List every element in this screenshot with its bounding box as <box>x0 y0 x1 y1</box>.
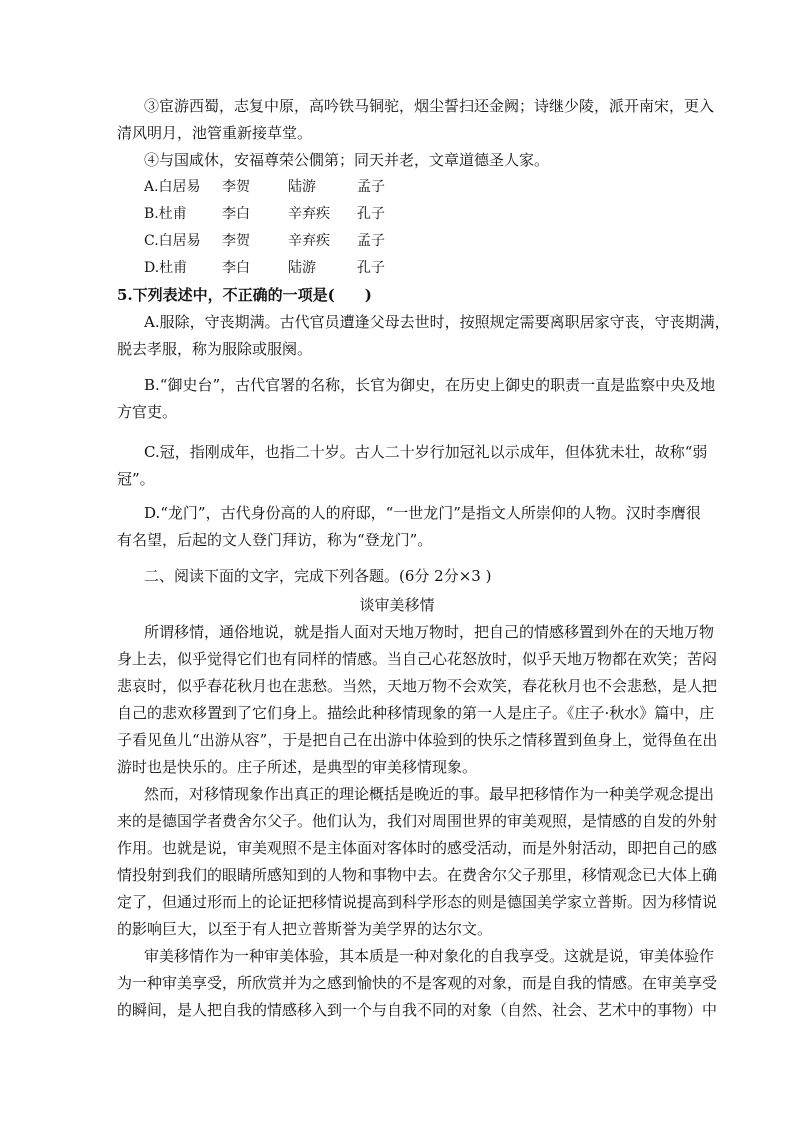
option-label: D.杜甫 <box>144 260 188 276</box>
paragraph-2-line: 作用。也就是说，审美观照不是主体面对客体时的感受活动，而是外射活动，即把自己的感 <box>117 839 718 857</box>
paragraph-1-line: 自己的悲欢移置到了它们身上。描绘此种移情现象的第一人是庄子。《庄子·秋水》篇中，庄 <box>117 704 715 722</box>
q5-option-a-line2: 脱去孝服，称为服除或服阕。 <box>117 340 313 358</box>
option-author: 孟子 <box>357 179 385 195</box>
option-author: 李贺 <box>222 233 250 249</box>
paragraph-2-line: 的影响巨大，以至于有人把立普斯誉为美学界的达尔文。 <box>117 920 493 938</box>
q5-option-c-line2: 冠”。 <box>117 470 155 488</box>
option-author: 孟子 <box>357 233 385 249</box>
paragraph-1-line: 所谓移情，通俗地说，就是指人面对天地万物时，把自己的情感移置到外在的天地万物 <box>144 623 715 641</box>
q5-option-b-line2: 方官吏。 <box>117 403 178 421</box>
paragraph-2-line: 情投射到我们的眼睛所感知到的人物和事物中去。在费舍尔父子那里，移情观念已大体上确 <box>117 866 718 884</box>
option-author: 李白 <box>222 260 250 276</box>
paragraph-2-line: 然而，对移情现象作出真正的理论概括是晚近的事。最早把移情作为一种美学观念提出 <box>144 785 715 803</box>
option-author: 陆游 <box>288 179 316 195</box>
paragraph-1-line: 子看见鱼儿“出游从容”，于是把自己在出游中体验到的快乐之情移置到鱼身上，觉得鱼在出 <box>117 731 718 749</box>
q5-option-b-line1: B.“御史台”，古代官署的名称，长官为御史，在历史上御史的职责一直是监察中央及地 <box>144 376 716 394</box>
paragraph-3-line: 审美移情作为一种审美体验，其本质是一种对象化的自我享受。这就是说，审美体验作 <box>144 947 715 965</box>
option-author: 李白 <box>222 206 250 222</box>
option-author: 孔子 <box>357 206 385 222</box>
paragraph-1-line: 悲哀时，似乎春花秋月也在悲愁。当然，天地万物不会欢笑，春花秋月也不会悲愁，是人把 <box>117 677 718 695</box>
option-label: A.白居易 <box>144 179 201 195</box>
option-label: C.白居易 <box>144 233 201 249</box>
option-label: B.杜甫 <box>144 206 187 222</box>
paragraph-3-line: 为一种审美享受，所欣赏并为之感到愉快的不是客观的对象，而是自我的情感。在审美享受 <box>117 974 718 992</box>
section-heading: 二、阅读下面的文字，完成下列各题。(6分 2分×3 ) <box>144 567 492 585</box>
article-title: 谈审美移情 <box>359 596 435 614</box>
option-author: 李贺 <box>222 179 250 195</box>
q5-option-a-line1: A.服除，守丧期满。古代官员遭逢父母去世时，按照规定需要离职居家守丧，守丧期满， <box>144 313 730 331</box>
q4-item-3-line2: 清风明月，池管重新接草堂。 <box>117 124 313 142</box>
paragraph-2-line: 来的是德国学者费舍尔父子。他们认为，我们对周围世界的审美观照，是情感的自发的外射 <box>117 812 718 830</box>
q5-option-d-line2: 有名望，后起的文人登门拜访，称为“登龙门”。 <box>117 531 433 549</box>
option-author: 辛弃疾 <box>288 233 330 249</box>
q5-option-c-line1: C.冠，指刚成年，也指二十岁。古人二十岁行加冠礼以示成年，但体犹未壮，故称“弱 <box>144 443 708 461</box>
q5-option-d-line1: D.“龙门”，古代身份高的人的府邸，“一世龙门”是指文人所崇仰的人物。汉时李膺很 <box>144 504 701 522</box>
q4-item-4: ④与国咸休，安福尊荣公僩第；同天并老，文章道德圣人家。 <box>144 151 550 169</box>
paragraph-1-line: 游时也是快乐的。庄子所述，是典型的审美移情现象。 <box>117 758 478 776</box>
option-author: 辛弃疾 <box>288 206 330 222</box>
paragraph-2-line: 定了，但通过形而上的论证把移情说提高到科学形态的则是德国美学家立普斯。因为移情说 <box>117 893 718 911</box>
option-author: 陆游 <box>288 260 316 276</box>
q4-item-3-line1: ③宦游西蜀，志复中原，高吟铁马铜驼，烟尘誓扫还金阙；诗继少陵，派开南宋，更入 <box>144 97 715 115</box>
paragraph-3-line: 的瞬间，是人把自我的情感移入到一个与自我不同的对象（自然、社会、艺术中的事物）中 <box>117 1001 718 1019</box>
option-author: 孔子 <box>357 260 385 276</box>
q5-stem: 5.下列表述中，不正确的一项是( ) <box>117 286 372 304</box>
paragraph-1-line: 身上去，似乎觉得它们也有同样的情感。当自己心花怒放时，似乎天地万物都在欢笑；苦闷 <box>117 650 718 668</box>
